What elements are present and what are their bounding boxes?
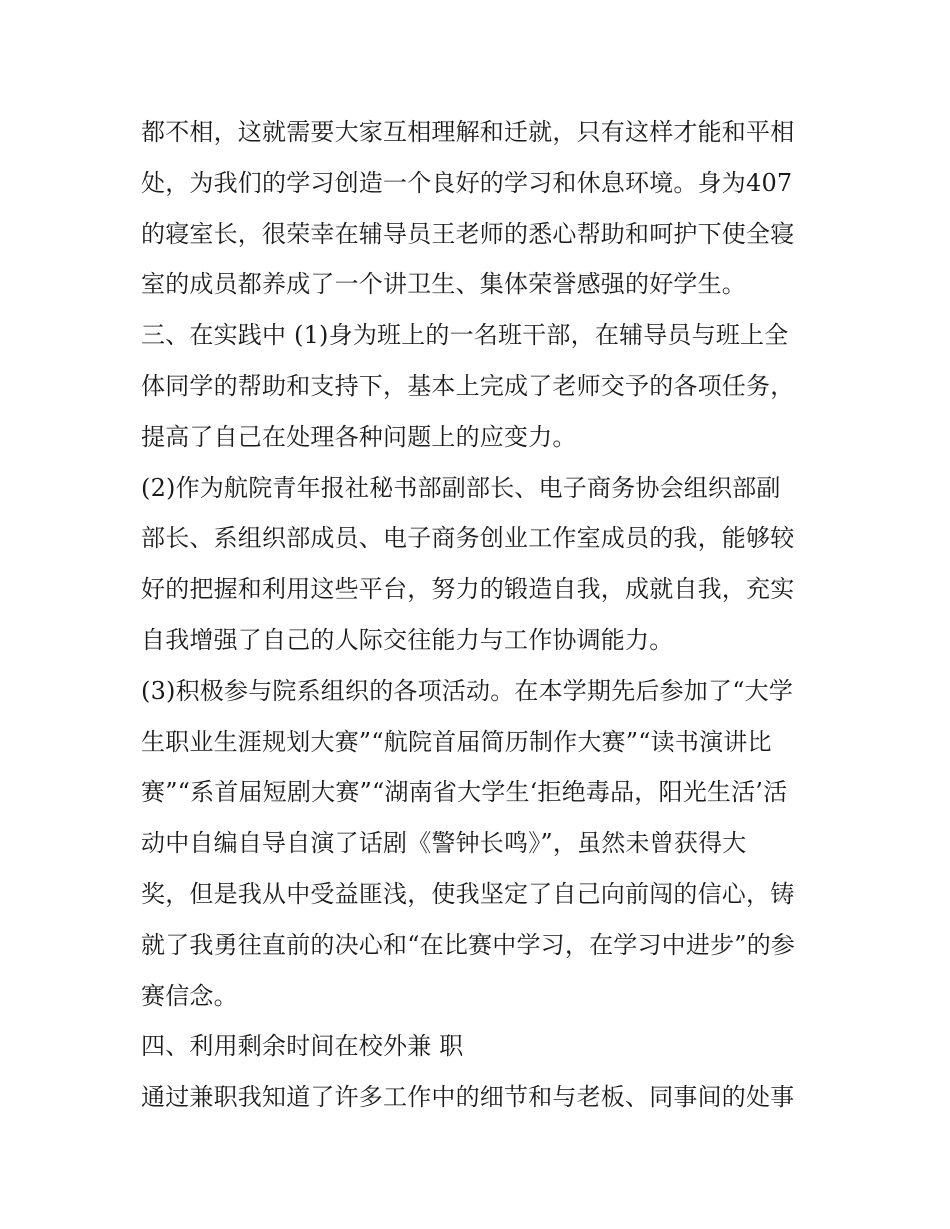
text-line: 就了我勇往直前的决心和“在比赛中学习，在学习中进步”的参 xyxy=(141,930,796,959)
text-line: 自我增强了自己的人际交往能力与工作协调能力。 xyxy=(141,625,674,654)
text-line: 的寝室长，很荣幸在辅导员王老师的悉心帮助和呵护下使全寝 xyxy=(141,219,795,248)
text-line: 奖，但是我从中受益匪浅，使我坚定了自己向前闯的信心，铸 xyxy=(141,879,795,908)
section-heading-part-time: 四、利用剩余时间在校外兼 职 xyxy=(141,1032,464,1061)
text-line: (2)作为航院青年报社秘书部副部长、电子商务协会组织部副 xyxy=(141,473,781,502)
text-line: 好的把握和利用这些平台，努力的锻造自我，成就自我，充实 xyxy=(141,575,795,604)
text-line: 提高了自己在处理各种问题上的应变力。 xyxy=(141,422,577,451)
text-line: 部长、系组织部成员、电子商务创业工作室成员的我，能够较 xyxy=(141,524,795,553)
document-body xyxy=(141,107,821,1123)
text-line: (3)积极参与院系组织的各项活动。在本学期先后参加了“大学 xyxy=(141,676,794,705)
text-line: 通过兼职我知道了许多工作中的细节和与老板、同事间的处事 xyxy=(141,1083,795,1112)
text-line: 赛”“系首届短剧大赛”“湖南省大学生‘拒绝毒品，阳光生活’活 xyxy=(141,778,788,807)
text-line: 室的成员都养成了一个讲卫生、集体荣誉感强的好学生。 xyxy=(141,270,746,299)
text-line: 动中自编自导自演了话剧《警钟长鸣》”，虽然未曾获得大 xyxy=(141,829,747,858)
text-line: 赛信念。 xyxy=(141,981,238,1010)
text-line: 都不相，这就需要大家互相理解和迁就，只有这样才能和平相 xyxy=(141,118,795,146)
section-heading-practice: 三、在实践中 (1)身为班上的一名班干部，在辅导员与班上全 xyxy=(141,321,789,350)
text-line: 处，为我们的学习创造一个良好的学习和休息环境。身为407 xyxy=(141,168,793,197)
text-line: 生职业生涯规划大赛”“航院首届简历制作大赛”“读书演讲比 xyxy=(141,727,772,756)
text-line: 体同学的帮助和支持下，基本上完成了老师交予的各项任务， xyxy=(141,371,795,400)
